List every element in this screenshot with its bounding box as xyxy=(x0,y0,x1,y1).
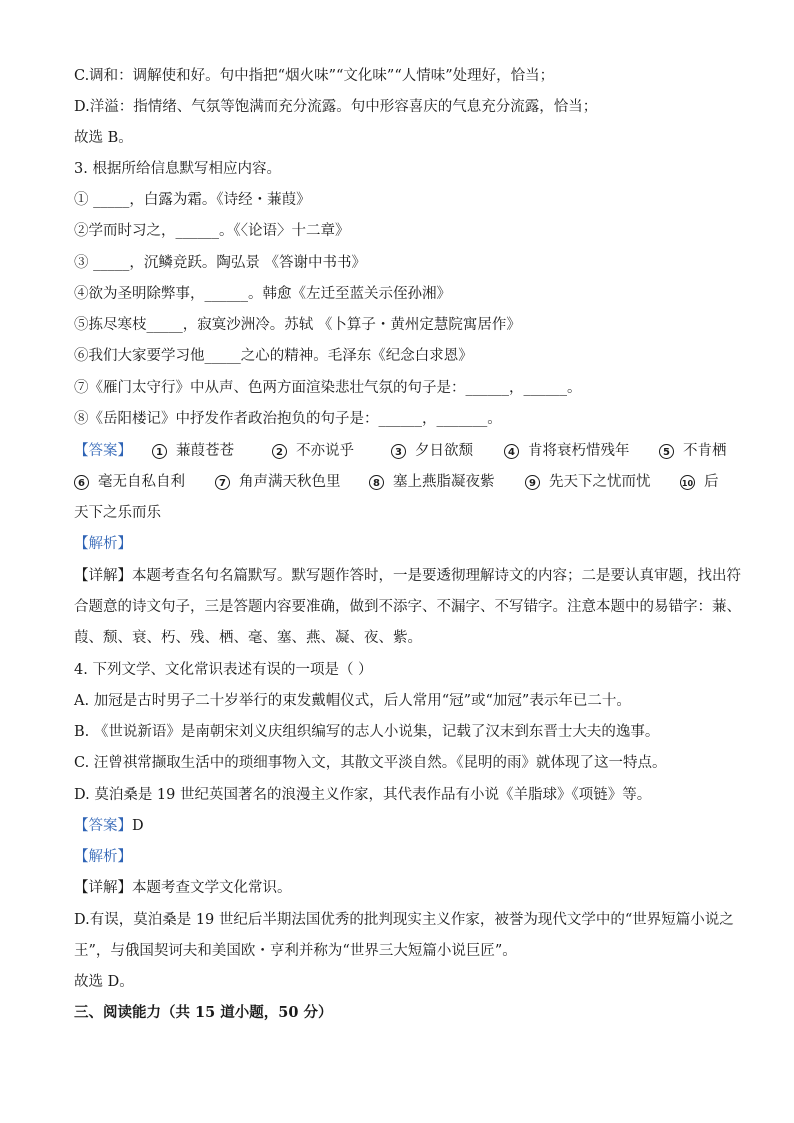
circled-number: 9 xyxy=(525,475,540,490)
circled-number: 5 xyxy=(659,444,674,459)
q4-option-a: A. 加冠是古时男子二十岁举行的束发戴帽仪式，后人常用“冠”或“加冠”表示年已二十。 xyxy=(74,693,631,709)
option-d-explanation: D.洋溢：指情绪、气氛等饱满而充分流露。句中形容喜庆的气息充分流露，恰当； xyxy=(74,99,598,115)
q3-item-3: ③ _____，沉鳞竞跃。陶弘景 《答谢中书书》 xyxy=(74,255,366,271)
answer-label: 【答案】 xyxy=(74,818,132,834)
q4-option-b: B. 《世说新语》是南朝宋刘义庆组织编写的志人小说集，记载了汉末到东晋士大夫的逸事。 xyxy=(74,724,660,740)
section-3-heading: 三、阅读能力（共 15 道小题，50 分） xyxy=(74,1004,333,1021)
answer-item xyxy=(215,472,369,492)
circled-number: 10 xyxy=(680,475,695,490)
answer-value: D xyxy=(132,818,144,834)
choose-b-line: 故选 B。 xyxy=(74,130,133,146)
answer-text: 塞上燕脂凝夜紫 xyxy=(393,474,495,490)
q3-item-2: ②学而时习之，______。《〈论语〉十二章》 xyxy=(74,223,350,239)
q4-explanation-line-2: 王”，与俄国契诃夫和美国欧・亨利并称为“世界三大短篇小说巨匠”。 xyxy=(74,943,517,959)
option-c-explanation: C.调和：调解使和好。句中指把“烟火味”“文化味”“人情味”处理好，恰当； xyxy=(74,68,555,84)
circled-number: 8 xyxy=(369,475,384,490)
analysis-label: 【解析】 xyxy=(74,849,132,865)
answer-item xyxy=(504,441,659,461)
q4-option-c: C. 汪曾祺常撷取生活中的琐细事物入文，其散文平淡自然。《昆明的雨》就体现了这一特点。 xyxy=(74,755,667,771)
analysis-3-detail-line-3: 葭、颓、衰、朽、残、栖、毫、塞、燕、凝、夜、紫。 xyxy=(74,630,422,646)
answer-text: 不肯栖 xyxy=(683,443,727,459)
circled-number: 7 xyxy=(215,475,230,490)
answer-3-row-1 xyxy=(74,441,734,461)
answer-item xyxy=(152,441,272,461)
analysis-label: 【解析】 xyxy=(74,536,132,552)
answer-item xyxy=(525,472,680,492)
q3-item-4: ④欲为圣明除弊事，______。韩愈《左迁至蓝关示侄孙湘》 xyxy=(74,286,451,302)
answer-text: 夕日欲颓 xyxy=(415,443,473,459)
answer-text: 后 xyxy=(704,474,719,490)
answer-text: 肯将衰朽惜残年 xyxy=(528,443,630,459)
q4-detail: 【详解】本题考查文学文化常识。 xyxy=(74,880,292,896)
q3-item-5: ⑤拣尽寒枝_____，寂寞沙洲冷。苏轼 《卜算子・黄州定慧院寓居作》 xyxy=(74,317,521,333)
question-4-title: 4. 下列文学、文化常识表述有误的一项是（ ） xyxy=(74,662,373,678)
answer-text: 先天下之忧而忧 xyxy=(549,474,651,490)
circled-number: 6 xyxy=(74,475,89,490)
q3-item-1: ① _____，白露为霜。《诗经・蒹葭》 xyxy=(74,192,311,208)
q4-answer-line xyxy=(74,816,734,836)
q3-item-8: ⑧《岳阳楼记》中抒发作者政治抱负的句子是：______，_______。 xyxy=(74,411,502,427)
answer-item xyxy=(391,441,504,461)
analysis-3-detail-line-2: 合题意的诗文句子，三是答题内容要准确，做到不添字、不漏字、不写错字。注意本题中的易错字：蒹、 xyxy=(74,599,741,615)
answer-3-tail: 天下之乐而乐 xyxy=(74,505,161,521)
q3-item-6: ⑥我们大家要学习他_____之心的精神。毛泽东《纪念白求恩》 xyxy=(74,348,473,364)
circled-number: 3 xyxy=(391,444,406,459)
answer-item xyxy=(659,441,727,461)
circled-number: 1 xyxy=(152,444,167,459)
answer-text: 角声满天秋色里 xyxy=(239,474,341,490)
answer-3-row-2 xyxy=(74,472,734,492)
answer-item xyxy=(272,441,391,461)
q4-explanation-line-1: D.有误，莫泊桑是 19 世纪后半期法国优秀的批判现实主义作家，被誉为现代文学中的“世界短篇小说之 xyxy=(74,912,734,928)
q4-choose-d: 故选 D。 xyxy=(74,974,134,990)
circled-number: 2 xyxy=(272,444,287,459)
answer-text: 毫无自私自利 xyxy=(98,474,185,490)
answer-item xyxy=(680,472,719,492)
answer-item xyxy=(74,472,215,492)
answer-label: 【答案】 xyxy=(74,443,132,459)
answer-item xyxy=(369,472,525,492)
circled-number: 4 xyxy=(504,444,519,459)
answer-text: 不亦说乎 xyxy=(296,443,354,459)
q4-option-d: D. 莫泊桑是 19 世纪英国著名的浪漫主义作家，其代表作品有小说《羊脂球》《项链》等。 xyxy=(74,787,652,803)
analysis-3-detail-line-1: 【详解】本题考查名句名篇默写。默写题作答时，一是要透彻理解诗文的内容；二是要认真审题，找出符 xyxy=(74,568,741,584)
q3-item-7: ⑦《雁门太守行》中从声、色两方面渲染悲壮气氛的句子是：______，______。 xyxy=(74,380,582,396)
answer-text: 蒹葭苍苍 xyxy=(176,443,234,459)
question-3-title: 3. 根据所给信息默写相应内容。 xyxy=(74,161,281,177)
